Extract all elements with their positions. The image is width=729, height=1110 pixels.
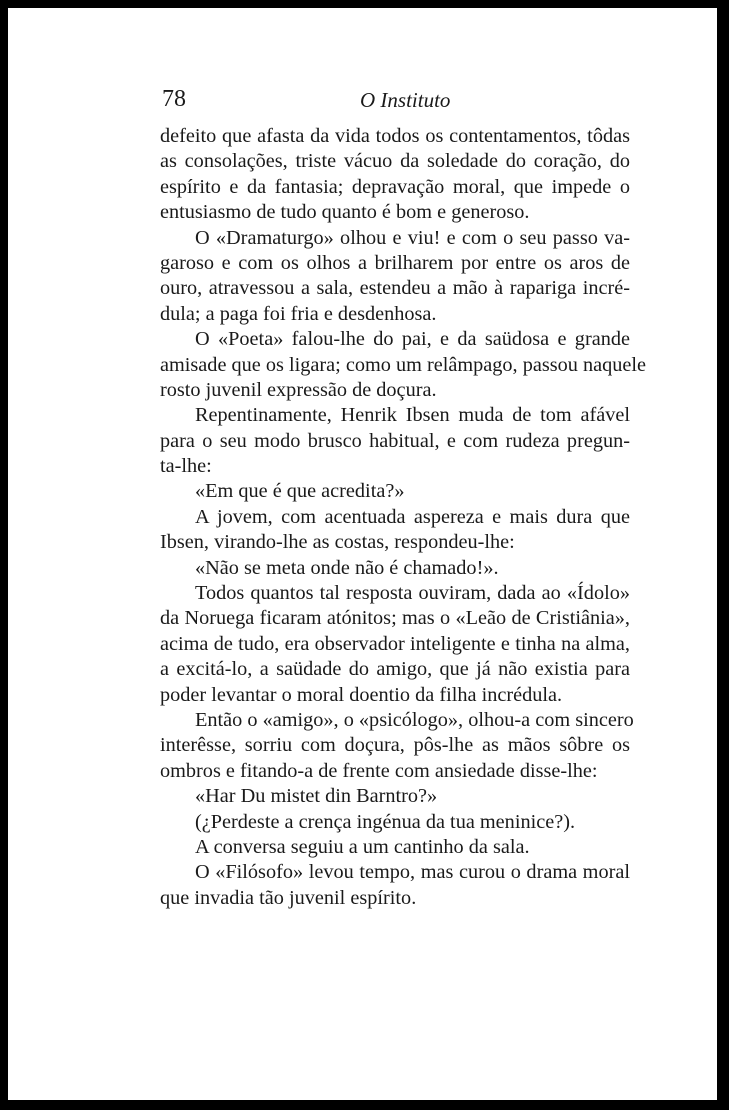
text-line: para o seu modo brusco habitual, e com rudeza pregun- — [160, 429, 630, 452]
scan-border-right — [717, 0, 729, 1110]
text-line: (¿Perdeste a crença ingénua da tua meninice?). — [195, 810, 576, 833]
paragraph — [160, 556, 630, 581]
text-line: as consolações, triste vácuo da soledade do coração, do — [160, 150, 630, 173]
text-line: O «Dramaturgo» olhou e viu! e com o seu passo va- — [195, 226, 630, 249]
text-line: garoso e com os olhos a brilharem por entre os aros de — [160, 251, 630, 274]
text-line: entusiasmo de tudo quanto é bom e generoso. — [160, 201, 530, 224]
text-line: ouro, atravessou a sala, estendeu a mão à rapariga incré- — [160, 277, 630, 300]
scan-border-left — [0, 0, 8, 1110]
scan-border-top — [0, 0, 729, 8]
text-line: poder levantar o moral doentio da filha incrédula. — [160, 683, 563, 706]
paragraph — [160, 327, 647, 403]
page-header — [162, 86, 492, 116]
paragraph — [160, 124, 630, 226]
text-line: O «Filósofo» levou tempo, mas curou o drama moral — [195, 861, 630, 884]
paragraph — [160, 835, 630, 860]
text-line: amisade que os ligara; como um relâmpago, passou naquele — [160, 353, 647, 376]
page-number: 78 — [162, 86, 186, 112]
text-line: ombros e fitando-a de frente com ansiedade disse-lhe: — [160, 759, 598, 782]
running-title: O Instituto — [360, 88, 451, 112]
text-line: A jovem, com acentuada aspereza e mais dura que — [195, 505, 630, 528]
paragraph — [160, 810, 630, 835]
text-line: A conversa seguiu a um cantinho da sala. — [195, 835, 530, 858]
paragraph — [160, 860, 630, 911]
text-line: que invadia tão juvenil espírito. — [160, 886, 417, 909]
text-line: dula; a paga foi fria e desdenhosa. — [160, 302, 437, 325]
text-line: Repentinamente, Henrik Ibsen muda de tom afável — [195, 404, 630, 427]
paragraph — [160, 581, 630, 708]
text-line: Todos quantos tal resposta ouviram, dada ao «Ídolo» — [195, 582, 630, 605]
body-text — [160, 124, 647, 911]
text-line: Então o «amigo», o «psicólogo», olhou-a com sincero — [195, 708, 634, 731]
text-line: interêsse, sorriu com doçura, pôs-lhe as mãos sôbre os — [160, 734, 630, 757]
paragraph — [160, 226, 630, 328]
paragraph — [160, 505, 630, 556]
paragraph — [160, 403, 630, 479]
text-line: Ibsen, virando-lhe as costas, respondeu-lhe: — [160, 531, 515, 554]
text-line: acima de tudo, era observador inteligente e tinha na alma, — [160, 632, 630, 655]
text-line: «Em que é que acredita?» — [195, 480, 405, 503]
text-line: ta-lhe: — [160, 455, 212, 478]
text-line: O «Poeta» falou-lhe do pai, e da saüdosa e grande — [195, 328, 630, 351]
paragraph — [160, 479, 630, 504]
text-line: defeito que afasta da vida todos os contentamentos, tôdas — [160, 125, 630, 147]
paragraph — [160, 784, 630, 809]
text-line: rosto juvenil expressão de doçura. — [160, 378, 437, 401]
scan-border-bottom — [0, 1100, 729, 1110]
text-line: «Har Du mistet din Barntro?» — [195, 785, 438, 808]
text-line: espírito e da fantasia; depravação moral, que impede o — [160, 175, 630, 198]
text-line: «Não se meta onde não é chamado!». — [195, 556, 499, 579]
text-line: a excitá-lo, a saüdade do amigo, que já não existia para — [160, 658, 630, 681]
text-line: da Noruega ficaram atónitos; mas o «Leão de Cristiânia», — [160, 607, 630, 630]
paragraph — [160, 708, 634, 784]
